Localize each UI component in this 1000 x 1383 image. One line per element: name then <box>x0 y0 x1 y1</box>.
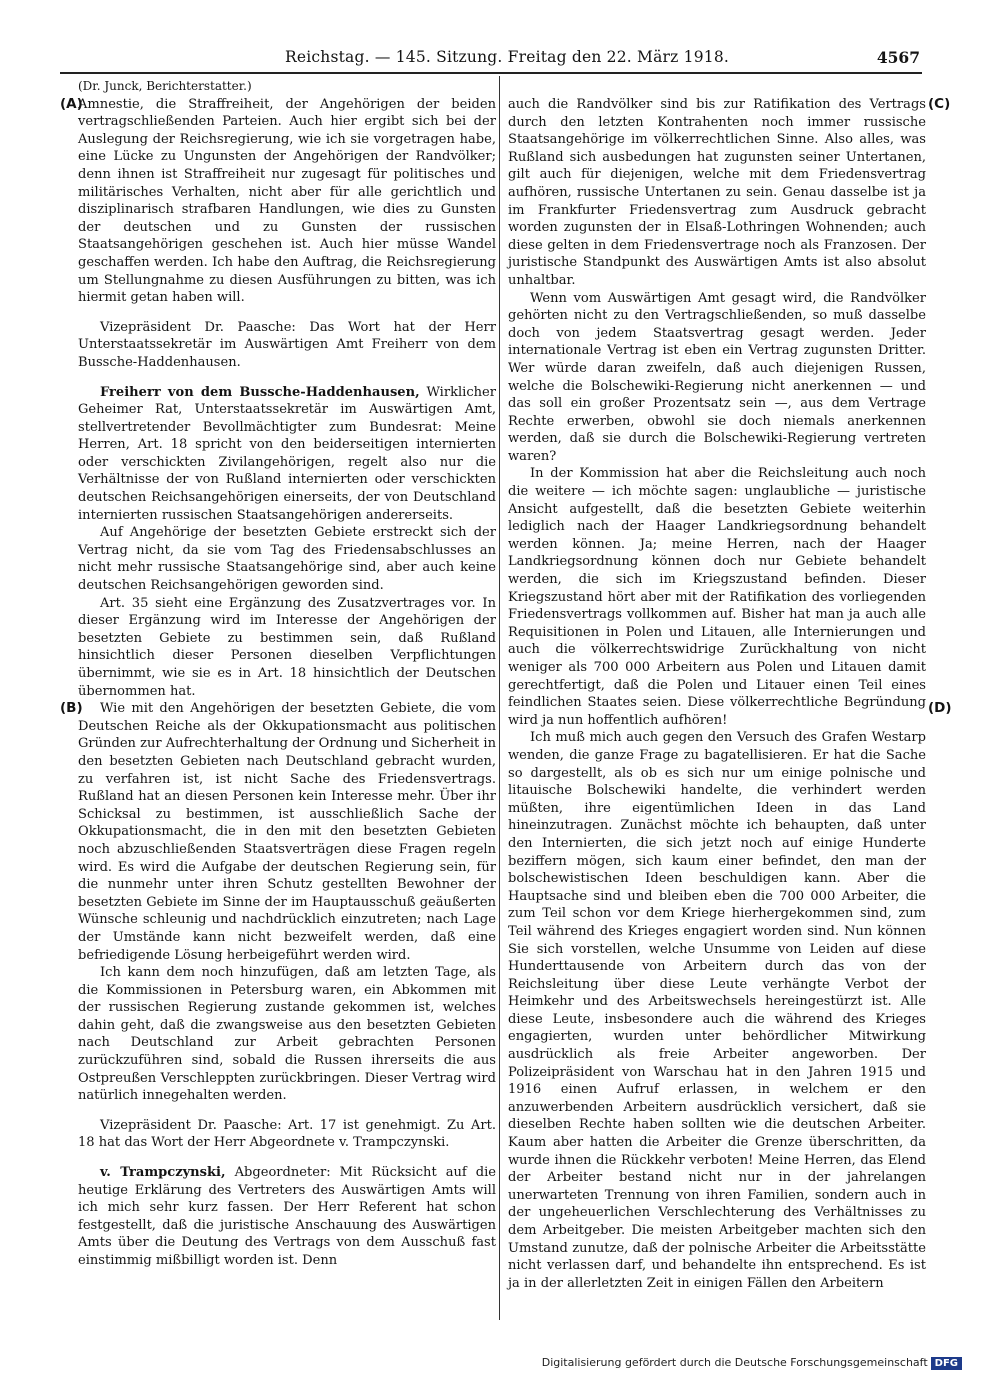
margin-mark-a: (A) <box>60 96 83 112</box>
paragraph: Wie mit den Angehörigen der besetzten Gebiete, die vom Deutschen Reiche als der Okkupationsmacht aus politischen Gründen zur Aufrechterhaltung der Ordnung und Sicherheit in den besetzten Gebieten nach Deutschland gebracht wurden, zu verfahren ist, ist nicht Sache des Friedensvertrags. Rußland hat an diesen Personen kein Interesse mehr. Über ihr Schicksal zu bestimmen, ist ausschließlich Sache der Okkupationsmacht, die in den mit den besetzten Gebieten noch abzuschließenden Staatsverträgen diese Fragen regeln wird. Es wird die Aufgabe der deutschen Regierung sein, für die nunmehr unter ihren Schutz gestellten Bewohner der besetzten Gebiete im Sinne der im Hauptausschuß geäußerten Wünsche schleunig und nachdrücklich einzutreten; nach Lage der Umstände kann nicht bezweifelt werden, daß eine befriedigende Lösung herbeigeführt werden wird. <box>78 701 496 963</box>
paragraph: Ich kann dem noch hinzufügen, daß am letzten Tage, als die Kommissionen in Petersburg waren, ein Abkommen mit der russischen Regierung zustande gekommen ist, welches dahin geht, daß die zwangsweise aus den besetzten Gebieten nach Deutschland zur Arbeit gebrachten Personen zurückzuführen sind, sobald die Russen ihrerseits die aus Ostpreußen Verschleppten zurückbringen. Dieser Vertrag wird natürlich innegehalten werden. <box>78 965 496 1104</box>
paragraph: Ich muß mich auch gegen den Versuch des Grafen Westarp wenden, die ganze Frage zu bagatellisieren. Er hat die Sache so dargestellt, als ob es sich nur um einige polnische und litauische Bolschewiki handelte, die verhindert werden müßten, ihre eigentümlichen Ideen in das Land hineinzutragen. Zunächst möchte ich behaupten, daß unter den Internierten, die sich jetzt noch auf einige Hunderte beziffern mögen, sich kaum einer befindet, den man der bolschewistischen Ideen beschuldigen kann. Aber die Hauptsache sind und bleiben eben die 700 000 Arbeiter, die zum Teil schon vor dem Kriege hierhergekommen sind, zum Teil während des Krieges engagiert worden sind. Nun können Sie sich vorstellen, welche Unsumme von Leiden auf diese Hunderttausende von Arbeitern durch das von der Reichsleitung über diese Leute verhängte Verbot der Heimkehr und des Arbeitswechsels hereingestürzt ist. Alle diese Leute, insbesondere auch die während des Krieges engagierten, wurden unter behördlicher Mitwirkung ausdrücklich als freie Arbeiter angeworben. Der Polizeipräsident von Warschau hat in den Jahren 1915 und 1916 einen Aufruf erlassen, in welchem er den anzuwerbenden Arbeitern ausdrücklich versichert, daß sie dieselben Rechte haben sollten wie die deutschen Arbeiter. Kaum aber hatten die Arbeiter die Grenze überschritten, da wurde ihnen die Rückkehr verboten! Meine Herren, das Elend der Arbeiter bestand nicht nur in der jahrelangen unerwarteten Trennung von ihren Familien, sondern auch in der ungeheuerlichen Verschlechterung des Verhältnisses zu dem Arbeitgeber. Die meisten Arbeitgeber machten sich den Umstand zunutze, daß der polnische Arbeiter die Arbeitsstätte nicht verlassen darf, und behandelte ihn entsprechend. Es ist ja in der allerletzten Zeit in einigen Fällen den Arbeitern <box>508 730 926 1291</box>
running-header <box>60 46 922 70</box>
speaker-note: (Dr. Junck, Berichterstatter.) <box>78 79 252 93</box>
left-column <box>78 78 496 1270</box>
paragraph <box>78 384 496 525</box>
column-divider <box>499 76 500 1320</box>
paragraph: In der Kommission hat aber die Reichsleitung auch noch die weitere — ich möchte sagen: unglaubliche — juristische Ansicht aufgestellt, daß die besetzten Gebiete weiterhin lediglich nach der Haager Landkriegsordnung behandelt werden können. Ja; meine Herren, nach der Haager Landkriegsordnung können doch nur Gebiete behandelt werden, die sich im Kriegszustand befinden. Dieser Kriegszustand hört aber mit der Ratifikation des vorliegenden Friedensvertrags vollkommen auf. Bisher hat man ja auch alle Requisitionen in Polen und Litauen, alle Internierungen und auch die völkerrechtswidrige Zurückhaltung von nicht weniger als 700 000 Arbeitern aus Polen und Litauen damit gerechtfertigt, daß die Polen und Litauer einen Teil eines feindlichen Staates seien. Diese völkerrechtliche Begründung wird ja nun hoffentlich aufhören! <box>508 466 926 728</box>
dfg-logo: DFG <box>931 1357 962 1370</box>
paragraph: Vizepräsident Dr. Paasche: Art. 17 ist genehmigt. Zu Art. 18 hat das Wort der Herr Abgeordnete v. Trampczynski. <box>78 1117 496 1151</box>
running-title: Reichstag. — 145. Sitzung. Freitag den 22. März 1918. <box>285 48 730 66</box>
paragraph-text: Abgeordneter: Mit Rücksicht auf die heutige Erklärung des Vertreters des Auswärtigen Amts will ich mich sehr kurz fassen. Der Herr Referent hat schon festgestellt, daß die juristische Anschauung des Auswärtigen Amts über die Deutung des Vertrags von dem Ausschuß fast einstimmig mißbilligt worden ist. Denn <box>78 1165 497 1268</box>
paragraph: Auf Angehörige der besetzten Gebiete erstreckt sich der Vertrag nicht, da sie vom Tag des Friedensabschlusses an nicht mehr russische Staatsangehörige sind, aber auch keine deutschen Reichsangehörigen geworden sind. <box>78 525 496 594</box>
footer-credit <box>542 1356 962 1370</box>
margin-mark-d: (D) <box>928 700 952 716</box>
paragraph: auch die Randvölker sind bis zur Ratifikation des Vertrags durch den letzten Kontrahenten noch immer russische Staatsangehörige im völkerrechtlichen Sinne. Also alles, was Rußland sich ausbedungen hat zugunsten seiner Untertanen, gilt auch für diejenigen, welche mit dem Friedensvertrag aufhören, russische Untertanen zu sein. Genau dasselbe ist ja im Frankfurter Friedensvertrag zum Ausdruck gebracht worden zugunsten der in Elsaß-Lothringen Wohnenden; auch diese gelten in dem Friedensvertrage noch als Franzosen. Der juristische Standpunkt des Auswärtigen Amts ist also absolut unhaltbar. <box>508 97 926 288</box>
paragraph-text: Wirklicher Geheimer Rat, Unterstaatssekretär im Auswärtigen Amt, stellvertretender Bevollmächtigter zum Bundesrat: Meine Herren, Art. 18 spricht von den beiderseitigen internierten oder verschickten Zivilangehörigen, regelt also nur die Verhältnisse der von Rußland internierten oder verschickten deutschen Reichsangehörigen einerseits, der von Deutschland internierten russischen Staatsangehörigen andererseits. <box>78 384 496 523</box>
header-rule <box>60 72 922 74</box>
paragraph: Art. 35 sieht eine Ergänzung des Zusatzvertrages vor. In dieser Ergänzung wird im Interesse der Angehörigen der besetzten Gebiete zu bestimmen sein, daß Rußland hinsichtlich dieser Personen dieselben Verpflichtungen übernimmt, wie sie es in Art. 18 hinsichtlich der Deutschen übernommen hat. <box>78 595 496 699</box>
margin-mark-c: (C) <box>928 96 951 112</box>
paragraph: Wenn vom Auswärtigen Amt gesagt wird, die Randvölker gehörten nicht zu den Vertragschließenden, so muß dasselbe doch von jedem Staatsvertrag gesagt werden. Jeder internationale Vertrag ist eben ein Vertrag zugunsten Dritter. Wer würde daran zweifeln, daß auch diejenigen Russen, welche die Bolschewiki-Regierung nicht anerkennen — und das soll ein großer Prozentsatz sein —, aus dem Vertrage Rechte erwerben, obwohl sie doch niemals anerkennen werden, daß sie durch die Bolschewiki-Regierung vertreten waren? <box>508 290 926 464</box>
page-number: 4567 <box>876 48 920 67</box>
paragraph: Vizepräsident Dr. Paasche: Das Wort hat der Herr Unterstaatssekretär im Auswärtigen Amt Freiherr von dem Bussche-Haddenhausen. <box>78 319 496 370</box>
paragraph <box>78 1164 496 1270</box>
paragraph: Amnestie, die Straffreiheit, der Angehörigen der beiden vertragschließenden Parteien. Auch hier ergibt sich bei der Auslegung der Reichsregierung, wie ich sie vorgetragen habe, eine Lücke zu Ungunsten der Angehörigen der Randvölker; denn ihnen ist Straffreiheit nur zugesagt für politisches und militärisches Verhalten, nicht aber für alle gerichtlich und disziplinarisch strafbaren Handlungen, wie dies zu Gunsten der deutschen und zu Gunsten der russischen Staatsangehörigen geschehen ist. Auch hier müsse Wandel geschaffen werden. Ich habe den Auftrag, die Reichsregierung um Stellungnahme zu diesen Ausführungen zu bitten, was ich hiermit getan haben will. <box>78 96 496 306</box>
footer-text: Digitalisierung gefördert durch die Deutsche Forschungsgemeinschaft <box>541 1356 928 1369</box>
speaker-name: v. Trampczynski, <box>100 1165 226 1181</box>
speaker-name: Freiherr von dem Bussche-Haddenhausen, <box>100 384 420 400</box>
right-column <box>508 96 926 1292</box>
margin-mark-b: (B) <box>60 700 83 716</box>
